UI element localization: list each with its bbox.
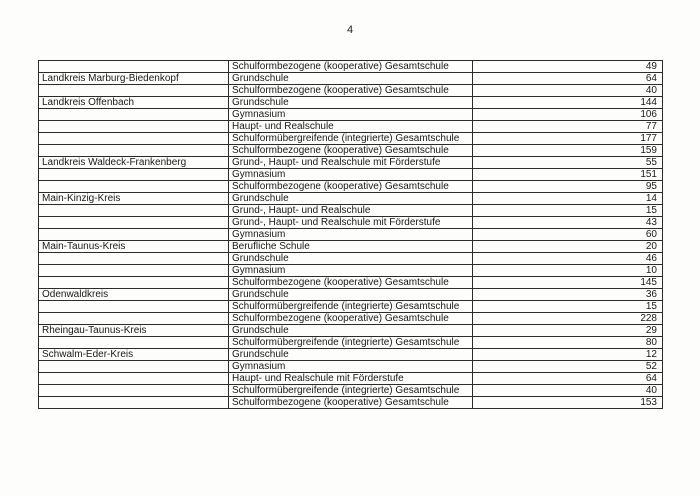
count-cell: 77 bbox=[473, 121, 663, 133]
school-type-cell: Grund-, Haupt- und Realschule mit Förderstufe bbox=[229, 157, 473, 169]
school-type-cell: Schulformbezogene (kooperative) Gesamtschule bbox=[229, 85, 473, 97]
school-type-cell: Schulformübergreifende (integrierte) Gesamtschule bbox=[229, 133, 473, 145]
table-body bbox=[39, 61, 663, 409]
count-cell: 64 bbox=[473, 73, 663, 85]
district-cell bbox=[39, 361, 229, 373]
count-cell: 29 bbox=[473, 325, 663, 337]
school-type-cell: Schulformbezogene (kooperative) Gesamtschule bbox=[229, 397, 473, 409]
table-row bbox=[39, 229, 663, 241]
district-cell bbox=[39, 337, 229, 349]
school-type-cell: Gymnasium bbox=[229, 109, 473, 121]
district-cell: Landkreis Marburg-Biedenkopf bbox=[39, 73, 229, 85]
table-row bbox=[39, 361, 663, 373]
count-cell: 95 bbox=[473, 181, 663, 193]
count-cell: 49 bbox=[473, 61, 663, 73]
count-cell: 159 bbox=[473, 145, 663, 157]
district-cell bbox=[39, 265, 229, 277]
table-row bbox=[39, 349, 663, 361]
count-cell: 177 bbox=[473, 133, 663, 145]
school-type-cell: Gymnasium bbox=[229, 169, 473, 181]
table-row bbox=[39, 73, 663, 85]
district-cell: Rheingau-Taunus-Kreis bbox=[39, 325, 229, 337]
count-cell: 40 bbox=[473, 85, 663, 97]
school-type-cell: Grundschule bbox=[229, 193, 473, 205]
table-row bbox=[39, 61, 663, 73]
table-row bbox=[39, 109, 663, 121]
school-type-cell: Haupt- und Realschule bbox=[229, 121, 473, 133]
district-cell: Landkreis Offenbach bbox=[39, 97, 229, 109]
table-row bbox=[39, 277, 663, 289]
district-cell bbox=[39, 85, 229, 97]
count-cell: 55 bbox=[473, 157, 663, 169]
table-row bbox=[39, 85, 663, 97]
table-row bbox=[39, 289, 663, 301]
count-cell: 43 bbox=[473, 217, 663, 229]
count-cell: 46 bbox=[473, 253, 663, 265]
school-type-cell: Grundschule bbox=[229, 325, 473, 337]
table-row bbox=[39, 193, 663, 205]
table-row bbox=[39, 373, 663, 385]
school-type-cell: Berufliche Schule bbox=[229, 241, 473, 253]
district-cell bbox=[39, 301, 229, 313]
district-cell bbox=[39, 373, 229, 385]
district-cell bbox=[39, 397, 229, 409]
school-type-cell: Haupt- und Realschule mit Förderstufe bbox=[229, 373, 473, 385]
count-cell: 52 bbox=[473, 361, 663, 373]
district-cell bbox=[39, 109, 229, 121]
page-number: 4 bbox=[346, 24, 354, 36]
district-cell bbox=[39, 181, 229, 193]
school-type-cell: Gymnasium bbox=[229, 265, 473, 277]
district-cell: Odenwaldkreis bbox=[39, 289, 229, 301]
district-cell bbox=[39, 277, 229, 289]
count-cell: 10 bbox=[473, 265, 663, 277]
district-cell: Main-Kinzig-Kreis bbox=[39, 193, 229, 205]
school-type-cell: Schulformbezogene (kooperative) Gesamtschule bbox=[229, 277, 473, 289]
table-row bbox=[39, 217, 663, 229]
table-row bbox=[39, 397, 663, 409]
count-cell: 60 bbox=[473, 229, 663, 241]
count-cell: 20 bbox=[473, 241, 663, 253]
district-cell bbox=[39, 385, 229, 397]
school-type-cell: Gymnasium bbox=[229, 361, 473, 373]
table-row bbox=[39, 265, 663, 277]
school-type-cell: Grundschule bbox=[229, 97, 473, 109]
district-cell bbox=[39, 61, 229, 73]
school-type-cell: Schulformbezogene (kooperative) Gesamtschule bbox=[229, 181, 473, 193]
table-row bbox=[39, 133, 663, 145]
school-type-cell: Grundschule bbox=[229, 253, 473, 265]
count-cell: 151 bbox=[473, 169, 663, 181]
count-cell: 145 bbox=[473, 277, 663, 289]
count-cell: 15 bbox=[473, 301, 663, 313]
school-type-cell: Grundschule bbox=[229, 73, 473, 85]
count-cell: 15 bbox=[473, 205, 663, 217]
count-cell: 228 bbox=[473, 313, 663, 325]
table-row bbox=[39, 325, 663, 337]
count-cell: 153 bbox=[473, 397, 663, 409]
table-row bbox=[39, 145, 663, 157]
school-type-cell: Grund-, Haupt- und Realschule bbox=[229, 205, 473, 217]
district-cell: Schwalm-Eder-Kreis bbox=[39, 349, 229, 361]
count-cell: 40 bbox=[473, 385, 663, 397]
district-cell bbox=[39, 205, 229, 217]
count-cell: 36 bbox=[473, 289, 663, 301]
count-cell: 80 bbox=[473, 337, 663, 349]
table-row bbox=[39, 241, 663, 253]
table-row bbox=[39, 385, 663, 397]
table-row bbox=[39, 313, 663, 325]
school-type-cell: Schulformbezogene (kooperative) Gesamtschule bbox=[229, 145, 473, 157]
district-cell bbox=[39, 145, 229, 157]
table-row bbox=[39, 253, 663, 265]
count-cell: 12 bbox=[473, 349, 663, 361]
district-cell bbox=[39, 313, 229, 325]
school-type-cell: Schulformbezogene (kooperative) Gesamtschule bbox=[229, 61, 473, 73]
school-type-cell: Schulformübergreifende (integrierte) Gesamtschule bbox=[229, 385, 473, 397]
district-cell: Landkreis Waldeck-Frankenberg bbox=[39, 157, 229, 169]
table-row bbox=[39, 121, 663, 133]
table-row bbox=[39, 337, 663, 349]
count-cell: 64 bbox=[473, 373, 663, 385]
school-type-cell: Gymnasium bbox=[229, 229, 473, 241]
school-type-cell: Grund-, Haupt- und Realschule mit Förderstufe bbox=[229, 217, 473, 229]
school-type-cell: Grundschule bbox=[229, 349, 473, 361]
table-row bbox=[39, 97, 663, 109]
school-type-cell: Grundschule bbox=[229, 289, 473, 301]
school-type-cell: Schulformübergreifende (integrierte) Gesamtschule bbox=[229, 301, 473, 313]
school-type-cell: Schulformbezogene (kooperative) Gesamtschule bbox=[229, 313, 473, 325]
district-cell bbox=[39, 229, 229, 241]
count-cell: 14 bbox=[473, 193, 663, 205]
district-cell bbox=[39, 217, 229, 229]
table-row bbox=[39, 169, 663, 181]
table-row bbox=[39, 157, 663, 169]
school-statistics-table bbox=[38, 60, 663, 409]
table-row bbox=[39, 205, 663, 217]
table-row bbox=[39, 301, 663, 313]
count-cell: 106 bbox=[473, 109, 663, 121]
district-cell: Main-Taunus-Kreis bbox=[39, 241, 229, 253]
district-cell bbox=[39, 133, 229, 145]
district-cell bbox=[39, 253, 229, 265]
school-type-cell: Schulformübergreifende (integrierte) Gesamtschule bbox=[229, 337, 473, 349]
table-row bbox=[39, 181, 663, 193]
count-cell: 144 bbox=[473, 97, 663, 109]
district-cell bbox=[39, 121, 229, 133]
district-cell bbox=[39, 169, 229, 181]
